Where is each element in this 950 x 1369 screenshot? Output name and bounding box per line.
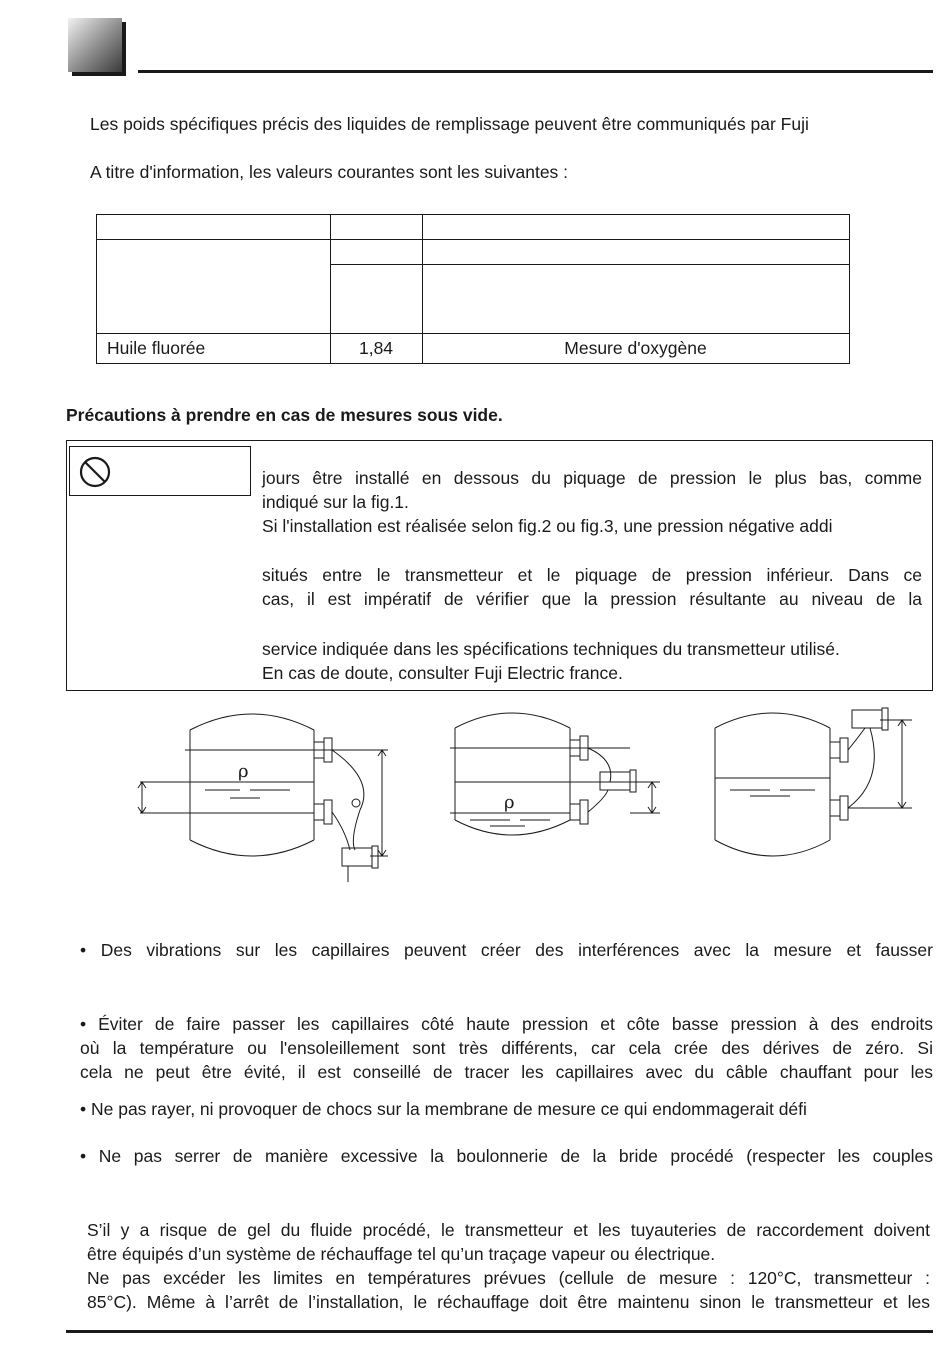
bullet-2-line-1: • Éviter de faire passer les capillaires côté haute pression et côte basse pression à des endroits xyxy=(80,1014,933,1034)
warning-line-1: jours être installé en dessous du piquage de pression le plus bas, comme xyxy=(262,468,922,488)
fig2-tank xyxy=(450,713,660,835)
intro-line-2: A titre d'information, les valeurs courantes sont les suivantes : xyxy=(90,162,569,182)
bullet-2-line-3: cela ne peut être évité, il est conseillé de tracer les capillaires avec du câble chauffant pour les xyxy=(80,1062,933,1082)
heating-line-3: Ne pas excéder les limites en températures prévues (cellule de mesure : 120°C, transmetteur : xyxy=(87,1268,930,1288)
warning-line-5: cas, il est impératif de vérifier que la pression résultante au niveau de la xyxy=(262,589,922,609)
bullet-4: • Ne pas serrer de manière excessive la boulonnerie de la bride procédé (respecter les couples xyxy=(80,1146,933,1166)
heating-line-1: S’il y a risque de gel du fluide procédé, le transmetteur et les tuyauteries de raccordement doivent xyxy=(87,1220,930,1240)
bullet-3: • Ne pas rayer, ni provoquer de chocs sur la membrane de mesure ce qui endommagerait défi xyxy=(80,1099,807,1119)
fig1-tank xyxy=(138,714,388,882)
warning-line-4: situés entre le transmetteur et le piquage de pression inférieur. Dans ce xyxy=(262,565,922,585)
footer-rule xyxy=(66,1330,933,1333)
table-cell-usage: Mesure d'oxygène xyxy=(564,338,707,358)
heating-line-4: 85°C). Même à l’arrêt de l’installation, le réchauffage doit être maintenu sinon le transmetteur et les xyxy=(87,1292,930,1312)
warning-line-7: En cas de doute, consulter Fuji Electric france. xyxy=(262,663,623,683)
heating-line-2: être équipés d’un système de réchauffage tel qu’un traçage vapeur ou électrique. xyxy=(87,1244,716,1264)
bullet-2-line-2: où la température ou l'ensoleillement sont très différents, car cela crée des dérives de zéro. Si xyxy=(80,1038,933,1058)
bullet-1: • Des vibrations sur les capillaires peuvent créer des interférences avec la mesure et fausser xyxy=(80,940,933,960)
chapter-marker xyxy=(68,18,122,72)
warning-label-box xyxy=(69,446,251,496)
warning-line-6: service indiquée dans les spécifications techniques du transmetteur utilisé. xyxy=(262,639,840,659)
fig3-tank xyxy=(715,708,912,856)
installation-figures xyxy=(130,700,920,890)
fluid-table xyxy=(96,214,850,364)
section-title: Précautions à prendre en cas de mesures sous vide. xyxy=(66,405,503,425)
fig1-rho-label: ρ xyxy=(238,761,249,782)
warning-line-3: Si l'installation est réalisée selon fig.2 ou fig.3, une pression négative addi xyxy=(262,516,833,536)
warning-line-2: indiqué sur la fig.1. xyxy=(262,492,409,512)
prohibition-icon xyxy=(78,455,112,489)
table-cell-fluid: Huile fluorée xyxy=(107,338,206,358)
intro-line-1: Les poids spécifiques précis des liquides de remplissage peuvent être communiqués par Fuji xyxy=(90,114,809,134)
header-rule xyxy=(138,70,933,73)
fig2-rho-label: ρ xyxy=(504,792,515,813)
table-cell-density: 1,84 xyxy=(358,338,394,358)
